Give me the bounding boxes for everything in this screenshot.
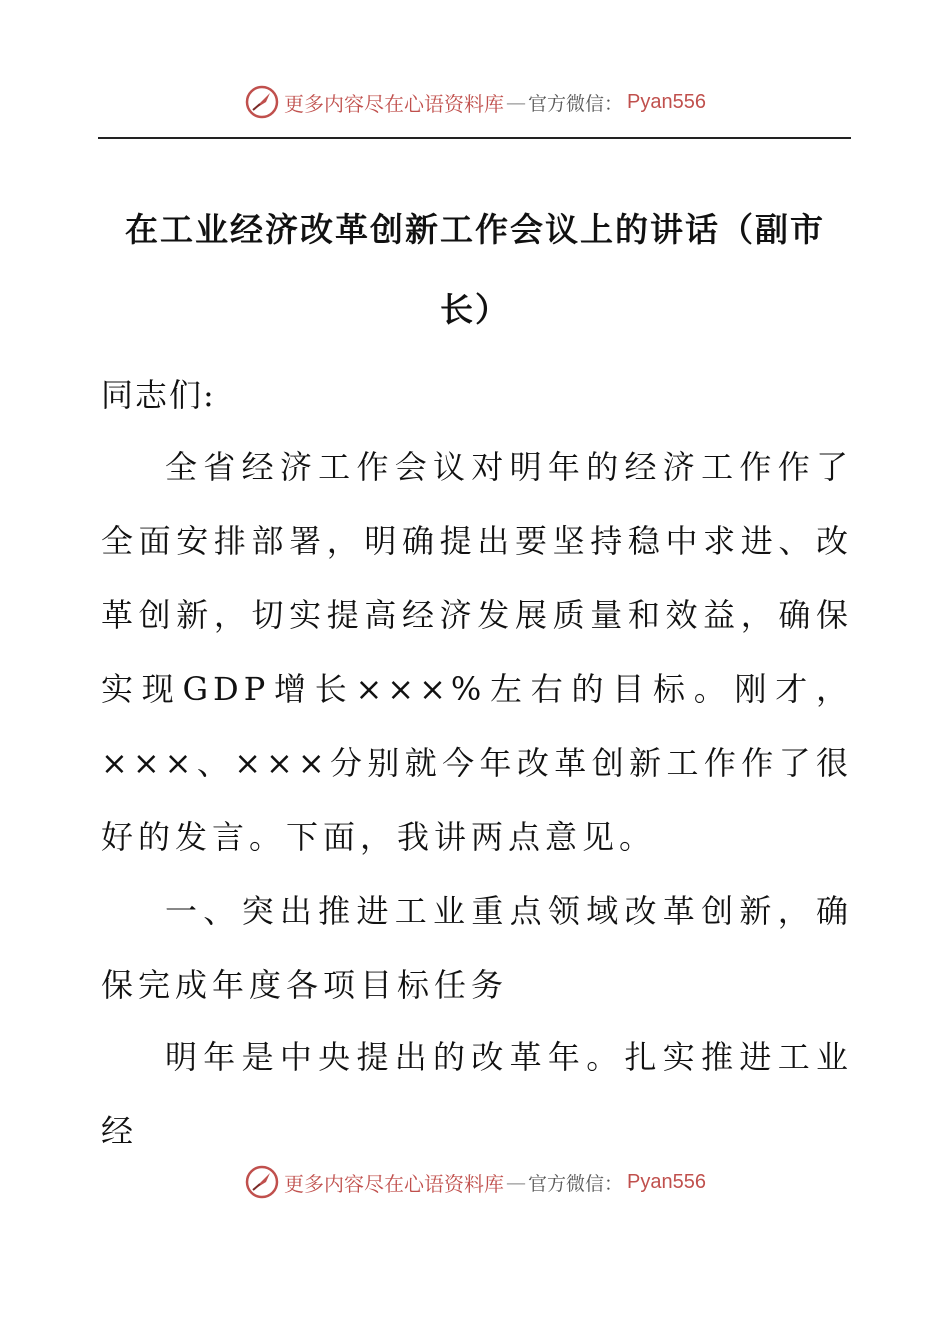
header-banner (0, 80, 950, 124)
section-heading (101, 874, 853, 1022)
paragraph: 明年是中央提出的改革年。扎实推进工业经 (101, 1038, 853, 1150)
quill-logo-icon (244, 1164, 280, 1200)
salutation: 同志们: (101, 376, 216, 414)
header-wechat-id: Pyan556 (627, 90, 706, 113)
paragraph: 一、突出推进工业重点领域改革创新，确保完成年度各项目标任务 (101, 892, 853, 1004)
document-title: 在工业经济改革创新工作会议上的讲话（副市长） (125, 210, 825, 329)
footer-promo-text: 更多内容尽在心语资料库 (284, 1171, 504, 1196)
footer-banner (0, 1160, 950, 1204)
header-promo-text: 更多内容尽在心语资料库 (284, 91, 504, 116)
paragraph: 全省经济工作会议对明年的经济工作作了全面安排部署，明确提出要坚持稳中求进、改革创新，切实提高经济发展质量和效益，确保实现GDP增长×××%左右的目标。刚才，×××、×××分别就今年改革创新工作作了很好的发言。下面，我讲两点意见。 (101, 448, 853, 856)
header-separator: — (506, 90, 526, 114)
header-wechat-label: 官方微信： (528, 92, 624, 115)
footer-wechat-label: 官方微信： (528, 1172, 624, 1195)
footer-wechat-id: Pyan556 (627, 1170, 706, 1193)
footer-separator: — (506, 1170, 526, 1194)
document-body (101, 430, 853, 874)
document-body-continued (101, 1020, 853, 1168)
header-divider (98, 137, 851, 139)
quill-logo-icon (244, 84, 280, 120)
